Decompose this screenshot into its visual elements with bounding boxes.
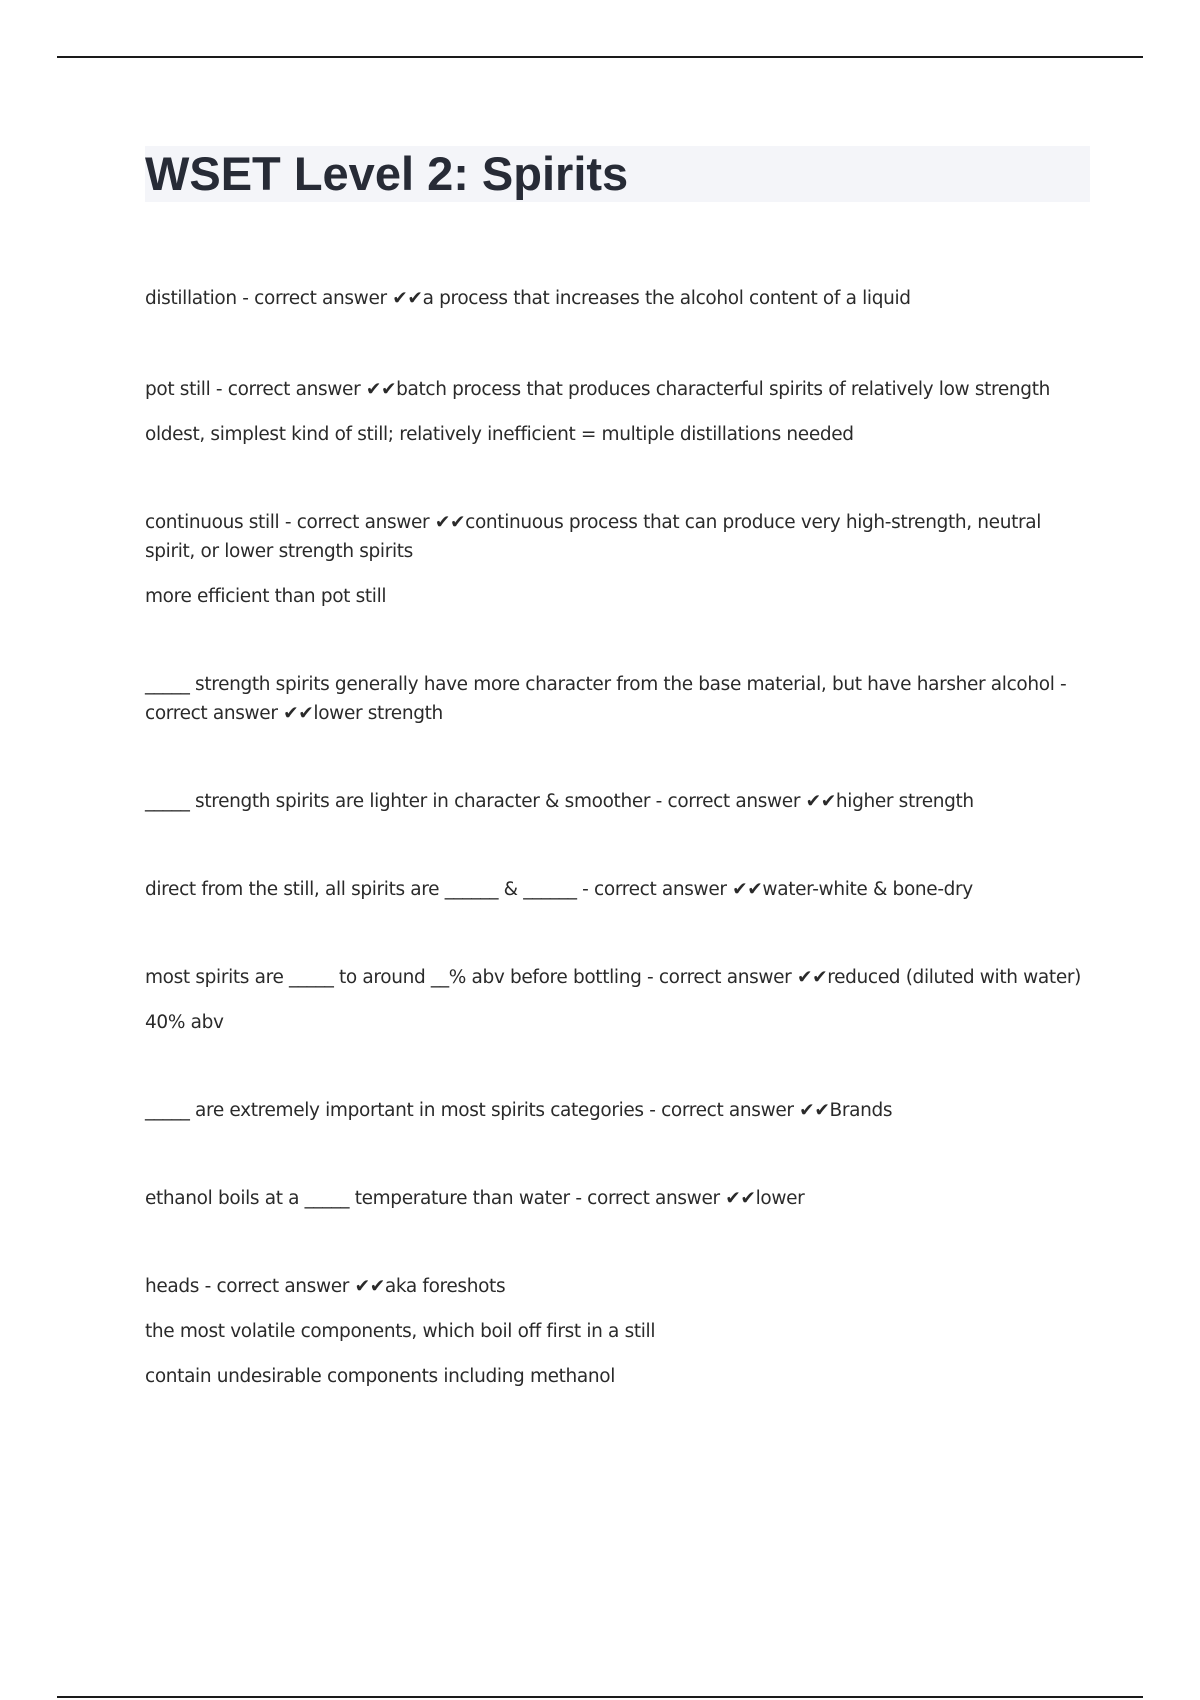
flashcard	[145, 375, 1090, 449]
flashcard	[145, 508, 1090, 611]
flashcard	[145, 1184, 1090, 1213]
card-line: pot still - correct answer ✔✔batch process that produces characterful spirits of relatively low strength	[145, 379, 1050, 400]
flashcard	[145, 284, 1090, 313]
flashcard	[145, 787, 1090, 816]
flashcard	[145, 1272, 1090, 1391]
document-title: WSET Level 2: Spirits	[145, 147, 629, 200]
card-line: most spirits are _____ to around __% abv before bottling - correct answer ✔✔reduced (diluted with water)	[145, 967, 1081, 988]
card-line: _____ strength spirits are lighter in character & smoother - correct answer ✔✔higher strength	[145, 791, 974, 812]
flashcard	[145, 875, 1090, 904]
card-line: direct from the still, all spirits are ______ & ______ - correct answer ✔✔water-white & bone-dry	[145, 879, 973, 900]
flashcard	[145, 1096, 1090, 1125]
flashcard	[145, 670, 1090, 728]
flashcard-list	[145, 284, 1090, 1450]
top-rule	[57, 56, 1143, 58]
bottom-rule	[57, 1696, 1143, 1698]
card-line: distillation - correct answer ✔✔a process that increases the alcohol content of a liquid	[145, 288, 911, 309]
card-line: _____ are extremely important in most spirits categories - correct answer ✔✔Brands	[145, 1100, 893, 1121]
card-line: _____ strength spirits generally have more character from the base material, but have harsher alcohol - correct answer ✔✔lower strength	[145, 674, 1067, 724]
card-line: 40% abv	[145, 1012, 224, 1033]
card-line: heads - correct answer ✔✔aka foreshots	[145, 1276, 506, 1297]
card-line: the most volatile components, which boil off first in a still	[145, 1321, 656, 1342]
card-line: more efficient than pot still	[145, 586, 387, 607]
card-line: continuous still - correct answer ✔✔continuous process that can produce very high-strength, neutral spirit, or lower strength spirits	[145, 512, 1042, 562]
card-line: contain undesirable components including methanol	[145, 1366, 616, 1387]
card-line: oldest, simplest kind of still; relatively inefficient = multiple distillations needed	[145, 424, 854, 445]
card-line: ethanol boils at a _____ temperature than water - correct answer ✔✔lower	[145, 1188, 805, 1209]
flashcard	[145, 963, 1090, 1037]
